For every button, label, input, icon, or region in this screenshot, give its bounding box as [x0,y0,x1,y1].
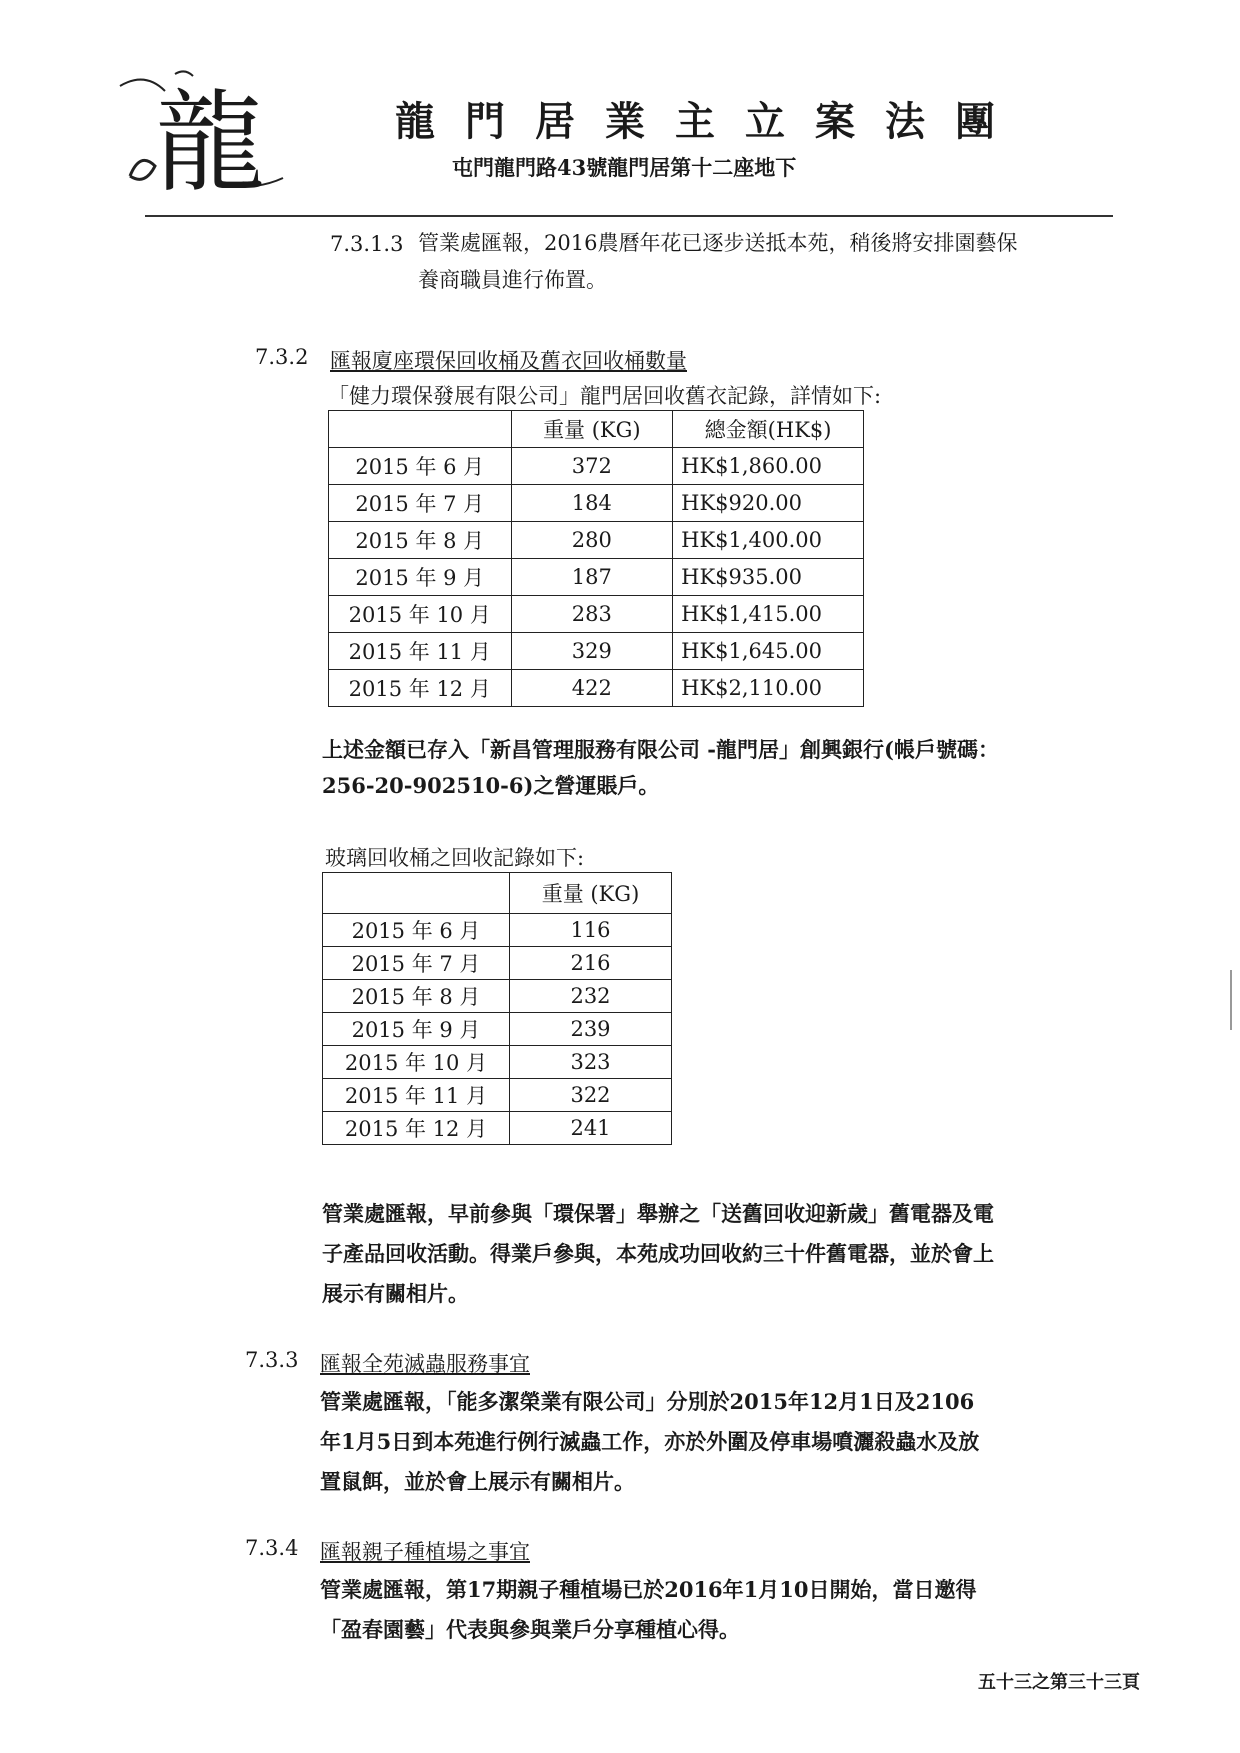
paragraph-line: 年1月5日到本苑進行例行滅蟲工作，亦於外圍及停車場噴灑殺蟲水及放 [320,1429,980,1454]
section-number: 7.3.2 [255,345,309,369]
table-row [323,1013,672,1046]
table-row [329,670,864,707]
table-cell: 2015 年 8 月 [329,522,512,559]
section-heading: 匯報親子種植場之事宜 [320,1540,530,1564]
section-number: 7.3.3 [245,1348,299,1372]
table-header-row [323,873,672,914]
header-divider [145,215,1113,217]
table-header-cell [329,411,512,448]
table-row [329,559,864,596]
org-address: 屯門龍門路43號龍門居第十二座地下 [452,155,797,180]
table-cell: 372 [511,448,673,485]
logo-glyph: 龍 [155,79,265,196]
table-cell: 2015 年 11 月 [323,1079,510,1112]
table-cell: 187 [511,559,673,596]
table-header-cell: 總金額(HK$) [673,411,864,448]
table-header-row [329,411,864,448]
table-header-cell [323,873,510,914]
table-cell: 322 [510,1079,672,1112]
scan-edge-mark [1230,970,1232,1030]
table-cell: 216 [510,947,672,980]
table-cell: 283 [511,596,673,633]
paragraph-line: 展示有關相片。 [322,1281,469,1306]
paragraph-line: 養商職員進行佈置。 [418,268,607,292]
page-number: 五十三之第三十三頁 [978,1672,1140,1693]
table-cell: 2015 年 9 月 [323,1013,510,1046]
table-cell: HK$1,415.00 [673,596,864,633]
table-cell: 232 [510,980,672,1013]
table-cell: 2015 年 7 月 [329,485,512,522]
table-cell: HK$920.00 [673,485,864,522]
table-cell: 116 [510,914,672,947]
paragraph-line: 「盈春園藝」代表與參與業戶分享種植心得。 [320,1617,740,1642]
section-heading: 匯報全苑滅蟲服務事宜 [320,1352,530,1376]
table-row [323,1046,672,1079]
table-cell: 184 [511,485,673,522]
section-number: 7.3.4 [245,1536,299,1560]
table-cell: HK$2,110.00 [673,670,864,707]
section-heading: 匯報廈座環保回收桶及舊衣回收桶數量 [330,349,687,373]
table-cell: 2015 年 6 月 [329,448,512,485]
table-cell: 2015 年 9 月 [329,559,512,596]
table-cell: 323 [510,1046,672,1079]
table-row [329,522,864,559]
table-row [323,1112,672,1145]
section-number: 7.3.1.3 [330,232,404,256]
table-cell: 422 [511,670,673,707]
paragraph-line: 子產品回收活動。得業戶參與，本苑成功回收約三十件舊電器，並於會上 [322,1241,994,1266]
org-name: 龍門居業主立案法團 [395,98,1025,145]
table-cell: 280 [511,522,673,559]
table-cell: 2015 年 7 月 [323,947,510,980]
table-cell: 2015 年 12 月 [323,1112,510,1145]
paragraph-line: 置鼠餌，並於會上展示有關相片。 [320,1469,635,1494]
paragraph-line: 管業處匯報，早前參與「環保署」舉辦之「送舊回收迎新歲」舊電器及電 [322,1201,994,1226]
paragraph-line: 管業處匯報，「能多潔榮業有限公司」分別於2015年12月1日及2106 [320,1389,975,1414]
paragraph-line: 上述金額已存入「新昌管理服務有限公司 -龍門居」創興銀行(帳戶號碼： [322,737,999,762]
table-cell: HK$1,400.00 [673,522,864,559]
paragraph-line: 管業處匯報，2016農曆年花已逐步送抵本苑，稍後將安排園藝保 [418,231,1018,255]
paragraph-line: 256-20-902510-6)之營運賬戶。 [322,773,660,798]
table-cell: 2015 年 11 月 [329,633,512,670]
table-header-cell: 重量 (KG) [511,411,673,448]
clothes-recycling-table [328,410,864,707]
table-cell: HK$1,860.00 [673,448,864,485]
table-cell: 2015 年 12 月 [329,670,512,707]
table-row [329,633,864,670]
table-cell: 329 [511,633,673,670]
paragraph-line: 「健力環保發展有限公司」龍門居回收舊衣記錄，詳情如下: [328,384,882,408]
table-cell: HK$1,645.00 [673,633,864,670]
table-cell: 241 [510,1112,672,1145]
table-cell: HK$935.00 [673,559,864,596]
table-row [323,980,672,1013]
glass-recycling-table [322,872,672,1145]
table-cell: 239 [510,1013,672,1046]
table-cell: 2015 年 6 月 [323,914,510,947]
table-cell: 2015 年 10 月 [329,596,512,633]
table-header-cell: 重量 (KG) [510,873,672,914]
paragraph-line: 玻璃回收桶之回收記錄如下: [325,846,585,870]
table-cell: 2015 年 8 月 [323,980,510,1013]
table-row [323,1079,672,1112]
table-row [329,596,864,633]
paragraph-line: 管業處匯報，第17期親子種植場已於2016年1月10日開始，當日邀得 [320,1577,977,1602]
table-row [329,485,864,522]
dragon-logo [115,66,285,196]
table-cell: 2015 年 10 月 [323,1046,510,1079]
table-row [323,947,672,980]
table-row [323,914,672,947]
table-row [329,448,864,485]
